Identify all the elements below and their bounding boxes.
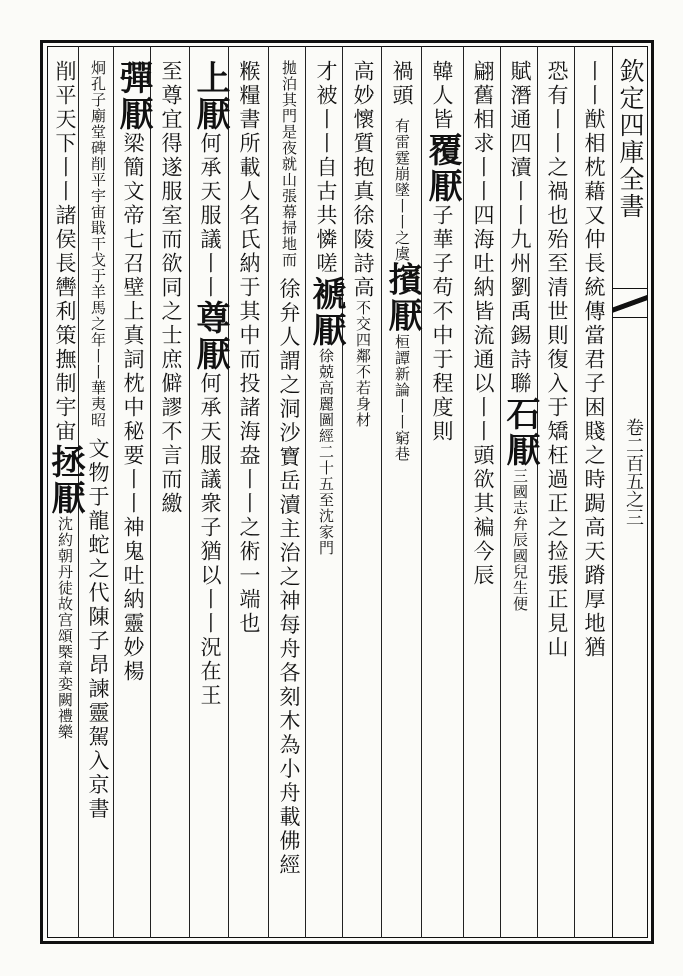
annotation: 三國志弁辰國兒生便 bbox=[511, 468, 529, 612]
text-column-1 bbox=[577, 60, 611, 932]
column-text: 何承天服議衆子猶以丨丨況在王 bbox=[198, 372, 222, 708]
column-rule bbox=[189, 46, 190, 938]
column-rule bbox=[500, 46, 501, 938]
text-column-10 bbox=[232, 60, 266, 932]
headword: 褫厭 bbox=[306, 276, 346, 348]
text-column-7 bbox=[346, 60, 380, 932]
column-text: 梁簡文帝七召壁上真詞枕中秘要丨丨神鬼吐納靈妙楊 bbox=[121, 132, 145, 684]
text-column-9 bbox=[272, 60, 306, 932]
headword: 覆厭 bbox=[422, 132, 462, 204]
column-text: 翩舊相求丨丨四海吐納皆流通 bbox=[471, 60, 495, 372]
text-column-15 bbox=[45, 60, 85, 932]
column-rule bbox=[381, 46, 382, 938]
column-text: 削平天下丨丨諸侯長轡利策撫制宇宙 bbox=[53, 60, 77, 444]
column-rule bbox=[537, 46, 538, 938]
column-text: 糇糧書所載人名氏納于其中而投諸海盎丨丨之術一端也 bbox=[237, 60, 261, 636]
column-text: 何承天服議丨丨 bbox=[198, 132, 222, 300]
column-text: 以丨丨頭欲其褊今辰 bbox=[471, 372, 495, 588]
headword: 上厭 bbox=[190, 60, 230, 132]
annotation: 有雷霆崩墜丨丨之虞 bbox=[393, 117, 411, 262]
column-text: 賦潛通四瀆丨丨九州劉禹錫詩聯 bbox=[508, 60, 532, 396]
column-text: 丨丨猷相枕藉又仲長統傳當君子困賤之時跼高天蹐厚地猶 bbox=[582, 60, 606, 660]
headword: 擯厭 bbox=[382, 261, 422, 334]
text-column-3 bbox=[500, 60, 540, 932]
column-rule bbox=[228, 46, 229, 938]
margin-juan-number: 卷二百五之三 bbox=[623, 418, 644, 526]
column-text: 徐弁人謂之洞沙寶岳瀆主治之神每舟各刻木為小舟載佛經 bbox=[277, 277, 301, 878]
headword: 彈厭 bbox=[113, 60, 153, 132]
text-column-13 bbox=[113, 60, 153, 932]
column-text: 文物于龍蛇之代陳子昂諫靈駕入京書 bbox=[86, 437, 110, 822]
annotation: 頌槩章娈闕禮樂 bbox=[56, 628, 74, 740]
text-column-2 bbox=[540, 60, 574, 932]
column-text: 恐有丨丨之禍也殆至清世則復入于矯枉過正之捡張正見山 bbox=[545, 60, 569, 660]
annotation: 拋泊其門是夜就山張幕掃地而 bbox=[280, 60, 298, 268]
annotation: 炯孔子廟堂碑削平宇宙戢干戈于羊馬之年丨丨華夷昭 bbox=[89, 60, 107, 428]
annotation: 桓譚新論丨丨窮巷 bbox=[393, 333, 411, 462]
text-column-5 bbox=[422, 60, 462, 932]
text-column-4 bbox=[466, 60, 500, 932]
annotation: 沈約朝丹徒故宫 bbox=[56, 516, 74, 628]
headword: 石厭 bbox=[500, 396, 540, 468]
annotation: 不交四鄰不若身材 bbox=[354, 300, 372, 428]
column-rule bbox=[463, 46, 464, 938]
column-text: 室而欲同之士庶僻謬不言而繳 bbox=[159, 204, 183, 516]
column-text: 禍頭 bbox=[390, 60, 414, 108]
margin-book-title: 欽定四庫全書 bbox=[616, 58, 645, 220]
column-rule bbox=[268, 46, 269, 938]
headword: 尊厭 bbox=[190, 300, 230, 372]
text-column-12 bbox=[154, 60, 188, 932]
column-text: 高妙懷質抱真徐陵詩高 bbox=[351, 60, 375, 300]
text-column-8 bbox=[306, 60, 346, 932]
annotation: 徐兢高麗圖經二十五至沈家門 bbox=[317, 348, 335, 556]
fishtail-mark bbox=[612, 288, 648, 318]
column-rule bbox=[574, 46, 575, 938]
text-column-11 bbox=[190, 60, 230, 932]
text-column-6 bbox=[382, 60, 422, 932]
column-text: 至尊宜得遂服 bbox=[159, 60, 183, 204]
text-column-14 bbox=[81, 60, 115, 932]
headword: 拯厭 bbox=[45, 444, 85, 516]
column-text: 韓人皆 bbox=[430, 60, 454, 132]
column-rule bbox=[150, 46, 151, 938]
column-text: 子華子苟不中于程度則 bbox=[430, 204, 454, 444]
column-text: 才被丨丨自古共憐嗟 bbox=[314, 60, 338, 276]
